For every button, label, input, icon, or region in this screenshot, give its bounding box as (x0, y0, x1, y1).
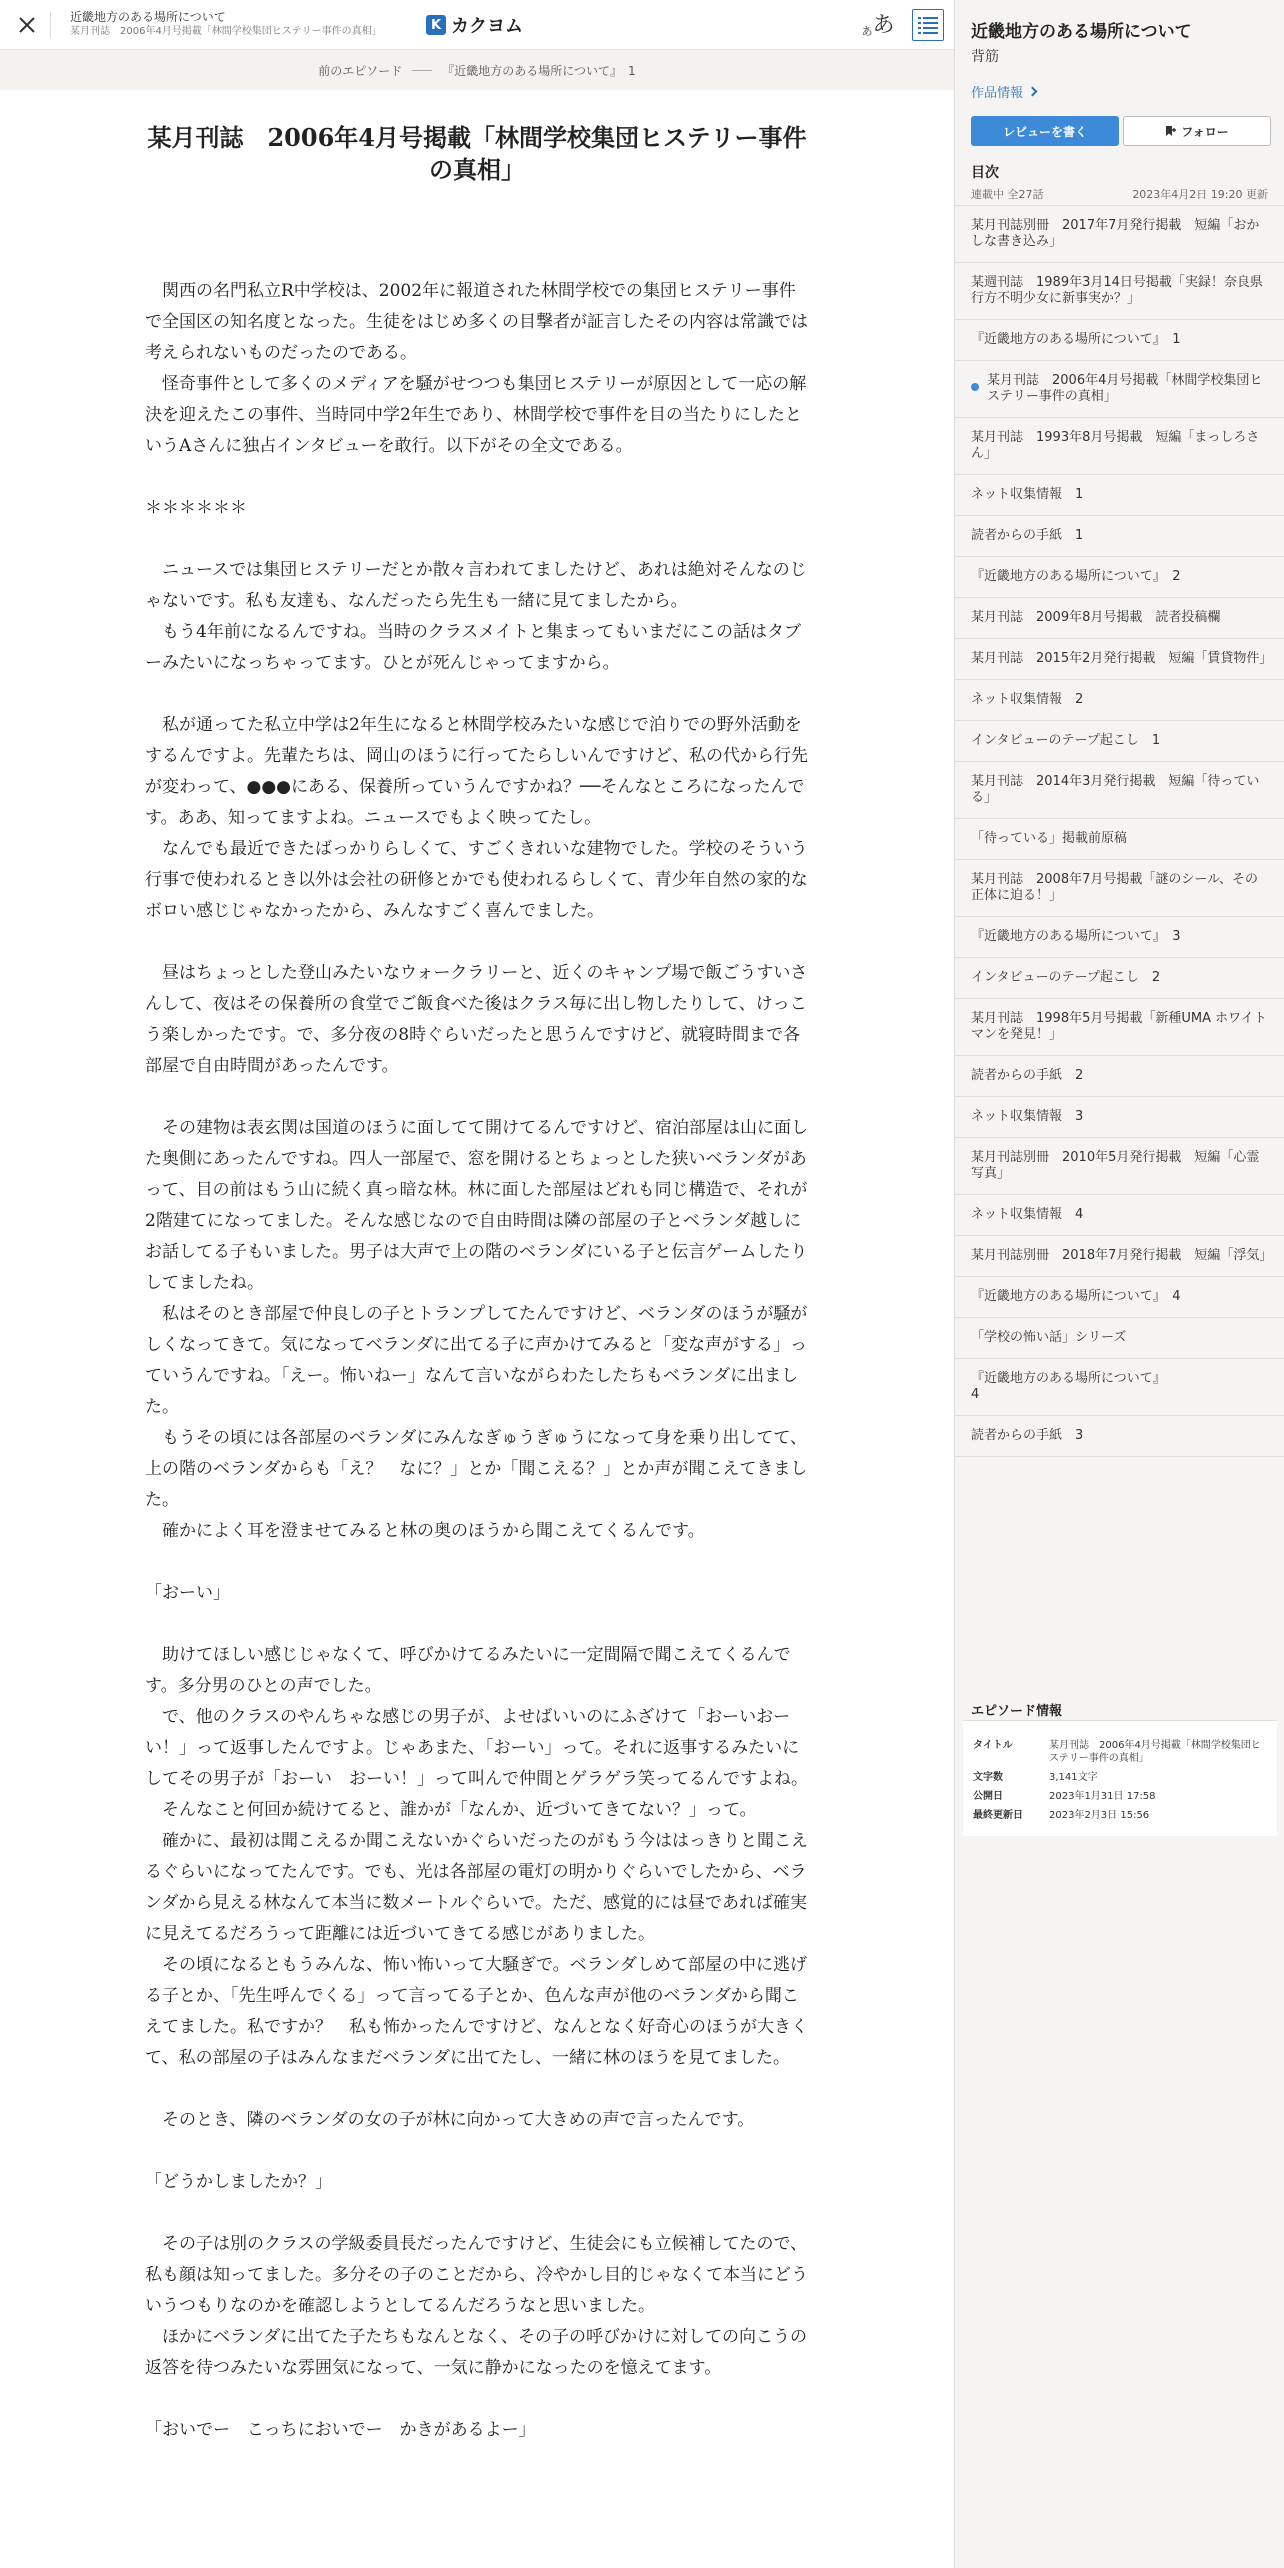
toc-item-label: 『近畿地方のある場所について』 3 (971, 929, 1181, 944)
body-paragraph: その頃になるともうみんな、怖い怖いって大騒ぎで。ベランダしめて部屋の中に逃げる子とか、「先生呼んでくる」って言ってる子とか、色んな声が他のベランダから聞こえてました。私ですか？ 私も怖かったんですけど、なんとなく好奇心のほうが大きくて、私の部屋の子はみんなまだベランダに出てたし、一緒に林のほうを見てました。 (145, 1955, 808, 2068)
toc-item[interactable] (955, 475, 1284, 516)
episode-title: 某月刊誌 2006年4月号掲載「林間学校集団ヒステリー事件の真相」 (147, 123, 807, 184)
body-paragraph: そんなこと何回か続けてると、誰かが「なんか、近づいてきてない？」って。 (145, 1800, 757, 1820)
episode-info-value: 某月刊誌 2006年4月号掲載「林間学校集団ヒステリー事件の真相」 (1049, 1740, 1261, 1764)
toc-item[interactable] (955, 263, 1284, 320)
toc-item-label: 『近畿地方のある場所について』 2 (971, 569, 1181, 584)
toc-item-label: ネット収集情報 1 (971, 487, 1084, 502)
toc-item[interactable] (955, 1416, 1284, 1457)
body-paragraph: もう4年前になるんですね。当時のクラスメイトと集まってもいまだにこの話はタブーみたいになっちゃってます。ひとが死んじゃってますから。 (145, 622, 801, 673)
body-paragraph: 「どうかしましたか？」 (145, 2172, 332, 2192)
episode-info-row (973, 1790, 1267, 1803)
reader-header (0, 0, 954, 50)
episode-info-value: 2023年1月31日 17:58 (1049, 1791, 1156, 1802)
toc-item[interactable] (955, 958, 1284, 999)
episode-info-key: 公開日 (973, 1791, 1003, 1802)
toc-item-label: 某月刊誌 2014年3月発行掲載 短編「待っている」 (971, 774, 1260, 805)
font-size-button[interactable] (862, 11, 894, 39)
body-paragraph: 怪奇事件として多くのメディアを騒がせつつも集団ヒステリーが原因として一応の解決を迎えたこの事件、当時同中学2年生であり、林間学校で事件を目の当たりにしたというAさんに独占インタビューを敢行。以下がその全文である。 (145, 374, 807, 456)
blank-line (145, 927, 810, 958)
body-paragraph: 確かに、最初は聞こえるか聞こえないかぐらいだったのがもう今ははっきりと聞こえるぐらいになってたんです。でも、光は各部屋の電灯の明かりぐらいでしたから、ベランダから見える林なんて本当に数メートルぐらいで。ただ、感覚的には昼であれば確実に見えてるだろうって距離には近づいてきてる感じがありました。 (145, 1831, 808, 1944)
toc-item-label: 某月刊誌 2008年7月号掲載「謎のシール、その正体に迫る！」 (971, 872, 1259, 903)
toc-item-label: インタビューのテープ起こし 2 (971, 970, 1161, 985)
body-paragraph: 関西の名門私立R中学校は、2002年に報道された林間学校での集団ヒステリー事件で全国区の知名度となった。生徒をはじめ多くの目撃者が証言したその内容は常識では考えられないものだったのである。 (145, 281, 808, 363)
toc-list (955, 205, 1284, 1457)
body-paragraph: ニュースでは集団ヒステリーだとか散々言われてましたけど、あれは絶対そんなのじゃないです。私も友達も、なんだったら先生も一緒に見てましたから。 (145, 560, 807, 611)
episode-info-row (973, 1771, 1267, 1784)
blank-line (145, 2136, 810, 2167)
blank-line (145, 2198, 810, 2229)
toc-item[interactable] (955, 999, 1284, 1056)
episode-info-value: 2023年2月3日 15:56 (1049, 1810, 1150, 1821)
toc-item[interactable] (955, 418, 1284, 475)
write-review-button[interactable]: レビューを書く (971, 116, 1119, 146)
toc-item[interactable] (955, 860, 1284, 917)
toc-status: 連載中 全27話 (971, 188, 1044, 201)
toc-item[interactable] (955, 1195, 1284, 1236)
toc-item-label: 読者からの手紙 1 (971, 528, 1084, 543)
blank-line (145, 1609, 810, 1640)
toc-item-label: 某週刊誌 1989年3月14日号掲載「実録！奈良県行方不明少女に新事実か？」 (971, 275, 1263, 306)
toc-item-label: インタビューのテープ起こし 1 (971, 733, 1161, 748)
body-paragraph: 「おーい」 (145, 1583, 230, 1603)
body-paragraph: 昼はちょっとした登山みたいなウォークラリーと、近くのキャンプ場で飯ごうすいさんして、夜はその保養所の食堂でご飯食べた後はクラス毎に出し物したりして、けっこう楽しかったです。で、多分夜の8時ぐらいだったと思うんですけど、就寝時間まで各部屋で自由時間があったんです。 (145, 963, 808, 1076)
blank-line (145, 1547, 810, 1578)
blank-line (145, 679, 810, 710)
episode-info-row (973, 1809, 1267, 1822)
toc-item-label: 某月刊誌別冊 2010年5月発行掲載 短編「心霊写真」 (971, 1150, 1260, 1181)
follow-button[interactable] (1123, 116, 1271, 146)
font-size-large-glyph: あ (872, 13, 895, 38)
toc-item[interactable] (955, 680, 1284, 721)
toc-item-label: ネット収集情報 3 (971, 1109, 1084, 1124)
current-episode-dot-icon (971, 383, 979, 391)
episode-body (145, 245, 810, 2446)
toc-item-label: 『近畿地方のある場所について』 4 (971, 1289, 1181, 1304)
body-paragraph: 「おいでー こっちにおいでー かきがあるよー」 (145, 2420, 536, 2440)
logo-text: カクヨム (451, 16, 523, 37)
episode-info-box (963, 1720, 1277, 1836)
episode-info-row (973, 1739, 1267, 1765)
toc-item-label: 某月刊誌 2015年2月発行掲載 短編「賃貸物件」 (971, 651, 1273, 666)
toc-item-current[interactable] (955, 361, 1284, 418)
body-paragraph: 助けてほしい感じじゃなくて、呼びかけてるみたいに一定間隔で聞こえてくるんです。多分男のひとの声でした。 (145, 1645, 791, 1696)
episode-info-key: 最終更新日 (973, 1810, 1023, 1821)
blank-line (145, 524, 810, 555)
toc-item-label: 「学校の怖い話」シリーズ (971, 1330, 1127, 1345)
body-paragraph: ほかにベランダに出てた子たちもなんとなく、その子の呼びかけに対しての向こうの返答を待つみたいな雰囲気になって、一気に静かになったのを憶えてます。 (145, 2327, 807, 2378)
toc-item[interactable] (955, 1097, 1284, 1138)
chevron-right-icon (1028, 87, 1038, 97)
work-info-link[interactable] (971, 82, 1036, 101)
blank-line (145, 245, 810, 276)
close-button[interactable] (14, 12, 40, 38)
toc-item[interactable] (955, 1236, 1284, 1277)
previous-episode-bar[interactable] (0, 50, 954, 90)
close-icon (14, 12, 40, 38)
toc-item-label: 読者からの手紙 2 (971, 1068, 1084, 1083)
body-paragraph: で、他のクラスのやんちゃな感じの男子が、よせばいいのにふざけて「おーいおーい！」って返事したんですよ。じゃあまた、「おーい」って。それに返事するみたいにしてその男子が「おーい おーい！」って叫んで仲間とゲラゲラ笑ってるんですよね。 (145, 1707, 808, 1789)
toc-sidebar (954, 0, 1284, 2568)
toc-item[interactable] (955, 1056, 1284, 1097)
body-paragraph: その建物は表玄関は国道のほうに面してて開けてるんですけど、宿泊部屋は山に面した奥側にあったんですね。四人一部屋で、窓を開けるとちょっとした狭いベランダがあって、目の前はもう山に続く真っ暗な林。林に面した部屋はどれも同じ構造で、それが2階建てになってました。そんな感じなので自由時間は隣の部屋の子とベランダ越しにお話してる子もいました。男子は大声で上の階のベランダにいる子と伝言ゲームしたりしてましたね。 (145, 1118, 808, 1293)
toc-item[interactable] (955, 1138, 1284, 1195)
toc-item-label: 某月刊誌 2009年8月号掲載 読者投稿欄 (971, 610, 1221, 625)
header-divider (50, 12, 51, 38)
toc-item[interactable] (955, 917, 1284, 958)
reader-content[interactable] (0, 90, 954, 2568)
toc-item[interactable] (955, 1359, 1284, 1416)
episode-info-value: 3,141文字 (1049, 1772, 1098, 1783)
logo-mark-icon: K (426, 15, 446, 35)
work-info-label: 作品情報 (971, 86, 1024, 101)
episode-info-key: タイトル (973, 1740, 1013, 1751)
toc-item-label: ネット収集情報 2 (971, 692, 1084, 707)
blank-line (145, 2074, 810, 2105)
toc-item[interactable] (955, 819, 1284, 860)
header-work-title[interactable]: 近畿地方のある場所について (70, 10, 226, 24)
toc-item-label: 『近畿地方のある場所について』 1 (971, 332, 1181, 347)
toc-heading: 目次 (971, 165, 999, 181)
font-size-small-glyph: あ (861, 25, 873, 38)
blank-line (145, 2384, 810, 2415)
toc-item-label: 某月刊誌 1998年5月号掲載「新種UMA ホワイトマンを発見！」 (971, 1011, 1267, 1042)
blank-line (145, 462, 810, 493)
body-paragraph: 私が通ってた私立中学は2年生になると林間学校みたいな感じで泊りでの野外活動をするんですよ。先輩たちは、岡山のほうに行ってたらしいんですけど、私の代から行先が変わって、●●●にある、保養所っていうんですかね？──そんなところになったんです。ああ、知ってますよね。ニュースでもよく映ってたし。 (145, 715, 808, 828)
sidebar-work-title[interactable]: 近畿地方のある場所について (971, 22, 1192, 42)
toc-item[interactable] (955, 721, 1284, 762)
episode-info-key: 文字数 (973, 1772, 1003, 1783)
blank-line (145, 1082, 810, 1113)
toc-item[interactable] (955, 320, 1284, 361)
toc-item[interactable] (955, 516, 1284, 557)
body-paragraph: その子は別のクラスの学級委員長だったんですけど、生徒会にも立候補してたので、私も顔は知ってました。多分その子のことだから、冷やかし目的じゃなくて本当にどういうつもりなのかを確認しようとしてるんだろうなと思いました。 (145, 2234, 808, 2316)
toc-item-label: 「待っている」掲載前原稿 (971, 831, 1128, 846)
kakuyomu-logo[interactable] (426, 13, 523, 37)
bookmark-plus-icon (1165, 125, 1177, 137)
toc-item[interactable] (955, 598, 1284, 639)
episode-info-heading: エピソード情報 (971, 1704, 1063, 1719)
toc-item[interactable] (955, 1318, 1284, 1359)
toc-item-label: 某月刊誌 1993年8月号掲載 短編「まっしろさん」 (971, 430, 1260, 461)
toc-item-label: 『近畿地方のある場所について』 4 (971, 1371, 1166, 1402)
header-titles (70, 10, 410, 39)
previous-episode-label: 前のエピソード (318, 63, 403, 78)
sidebar-author[interactable]: 背筋 (971, 49, 999, 65)
toc-item-label: 某月刊誌 2006年4月号掲載「林間学校集団ヒステリー事件の真相」 (987, 373, 1263, 404)
toc-item-label: 某月刊誌別冊 2018年7月発行掲載 短編「浮気」 (971, 1248, 1273, 1263)
body-paragraph: なんでも最近できたばっかりらしくて、すごくきれいな建物でした。学校のそういう行事で使われるとき以外は会社の研修とかでも使われるらしくて、青少年自然の家的なボロい感じじゃなかったから、みんなすごく喜んでました。 (145, 839, 808, 921)
toc-item[interactable] (955, 1277, 1284, 1318)
body-paragraph: 私はそのとき部屋で仲良しの子とトランプしてたんですけど、ベランダのほうが騒がしくなってきて。気になってベランダに出てる子に声かけてみると「変な声がする」っていうんですね。「えー。怖いねー」なんて言いながらわたしたちもベランダに出ました。 (145, 1304, 808, 1417)
previous-episode-link[interactable]: 『近畿地方のある場所について』 1 (442, 63, 636, 78)
toc-item-label: 読者からの手紙 3 (971, 1428, 1084, 1443)
toc-updated: 2023年4月2日 19:20 更新 (1132, 188, 1268, 201)
toc-item-label: 某月刊誌別冊 2017年7月発行掲載 短編「おかしな書き込み」 (971, 218, 1260, 249)
body-paragraph: 確かによく耳を澄ませてみると林の奥のほうから聞こえてくるんです。 (145, 1521, 705, 1541)
list-icon (918, 16, 938, 34)
follow-button-label: フォロー (1181, 124, 1229, 139)
toc-toggle-button[interactable] (912, 9, 944, 41)
header-episode-title: 某月刊誌 2006年4月号掲載「林間学校集団ヒステリー事件の真相」 (70, 26, 382, 37)
toc-item-label: ネット収集情報 4 (971, 1207, 1084, 1222)
body-paragraph: もうその頃には各部屋のベランダにみんなぎゅうぎゅうになって身を乗り出してて、上の階のベランダからも「え？ なに？」とか「聞こえる？」とか声が聞こえてきました。 (145, 1428, 808, 1510)
toc-item[interactable] (955, 557, 1284, 598)
prev-bar-separator (412, 70, 432, 71)
toc-item[interactable] (955, 639, 1284, 680)
toc-item[interactable] (955, 206, 1284, 263)
body-paragraph: ＊＊＊＊＊＊ (145, 498, 247, 518)
body-paragraph: そのとき、隣のベランダの女の子が林に向かって大きめの声で言ったんです。 (145, 2110, 755, 2130)
toc-item[interactable] (955, 762, 1284, 819)
